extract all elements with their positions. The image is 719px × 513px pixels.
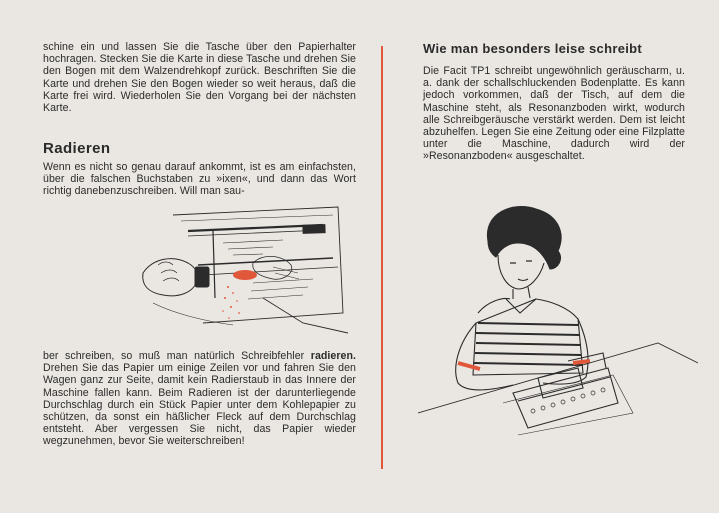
paragraph-erasing-intro: Wenn es nicht so genau darauf ankommt, ist es am einfachsten, über die falschen Buchstaben zu »ixen«, und dann das Wort richtig danebenzuschreiben. Will man sau- (43, 161, 356, 198)
bold-keyword-radieren: radieren. (310, 350, 356, 362)
paragraph-erasing-rest: Drehen Sie das Papier um einige Zeilen vor und fahren Sie den Wagen ganz zur Seite, damit kein Radierstaub in das Innere der Maschine fallen kann. Beim Radieren ist der darunterliegende Durchschlag durch ein Stück Papier unter dem Kohlepapier zu schützen, da sonst ein häßlicher Fleck auf dem Durchschlag entsteht. Aber vergessen Sie nicht, das Papier wieder wegzunehmen, bevor Sie weiterschreiben! (43, 362, 356, 448)
heading-quiet-typing: Wie man besonders leise schreibt (423, 41, 643, 56)
paragraph-erasing-start: ber schreiben, so muß man natürlich Schreibfehler (43, 350, 311, 362)
erasing-typewriter-illustration (133, 203, 350, 341)
paragraph-card-insertion: schine ein und lassen Sie die Tasche über den Papierhalter hochragen. Stecken Sie die Karte in diese Tasche und drehen Sie den Bogen mit dem Walzendrehkopf zurück. Beschriften Sie die Karte und drehen Sie den Bogen wieder so weit heraus, daß die Karte frei wird. Wiederholen Sie den Vorgang bei der nächsten Karte. (43, 41, 356, 115)
paragraph-erasing-instructions (43, 350, 356, 448)
paragraph-quiet-typing: Die Facit TP1 schreibt ungewöhnlich geräuscharm, u. a. dank der schallschluckenden Bodenplatte. Es kann jedoch vorkommen, daß der Tisch, auf dem die Maschine steht, als Resonanzboden wirkt, wodurch alle Schreibgeräusche verstärkt werden. Dem ist leicht abzuhelfen. Legen Sie eine Zeitung oder eine Filzplatte unter die Maschine, dadurch wird der »Resonanzboden« ausgeschaltet. (423, 65, 685, 163)
right-column (423, 41, 685, 163)
heading-radieren: Radieren (43, 140, 111, 157)
woman-typing-illustration (418, 203, 698, 438)
column-divider (381, 46, 383, 469)
